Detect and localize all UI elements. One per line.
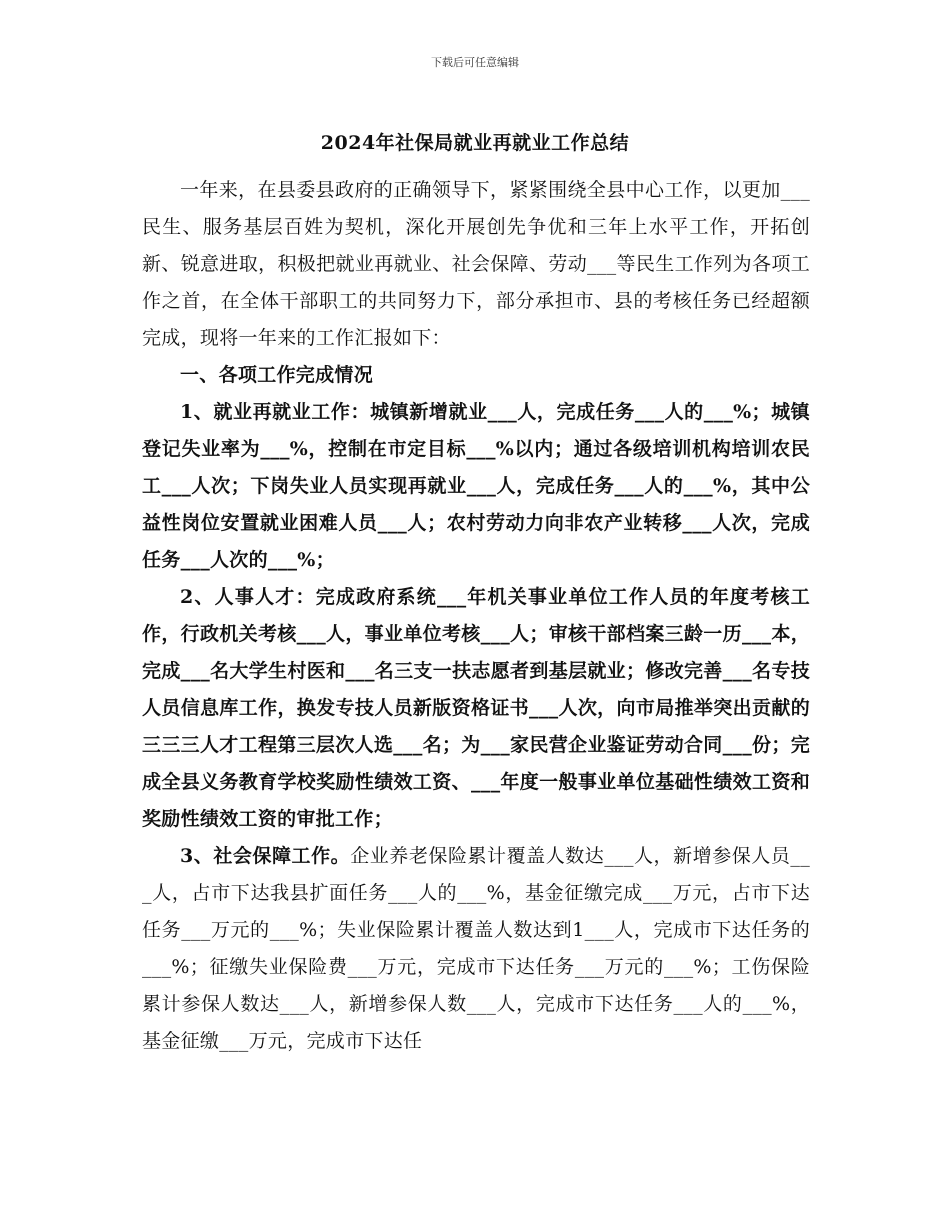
item-social-security-lead: 3、社会保障工作。 — [180, 845, 351, 867]
item-employment: 1、就业再就业工作：城镇新增就业___人，完成任务___人的___%；城镇登记失业率为___%，控制在市定目标___%以内；通过各级培训机构培训农民工___人次；下岗失业人员实现再就业___人，完成任务___人的___%，其中公益性岗位安置就业困难人员___人；农村劳动力向非农产业转移___人次，完成任务___人次的___%； — [142, 401, 810, 571]
document-body — [142, 172, 810, 1060]
page-header: 下载后可任意编辑 — [431, 56, 519, 69]
item-personnel: 2、人事人才：完成政府系统___年机关事业单位工作人员的年度考核工作，行政机关考核___人，事业单位考核___人；审核干部档案三龄一历___本，完成___名大学生村医和___名三支一扶志愿者到基层就业；修改完善___名专技人员信息库工作，换发专技人员新版资格证书___人次，向市局推举突出贡献的三三三人才工程第三层次人选___名；为___家民营企业鉴证劳动合同___份；完成全县义务教育学校奖励性绩效工资、___年度一般事业单位基础性绩效工资和奖励性绩效工资的审批工作； — [142, 586, 810, 830]
intro-paragraph: 一年来，在县委县政府的正确领导下，紧紧围绕全县中心工作，以更加___民生、服务基层百姓为契机，深化开展创先争优和三年上水平工作，开拓创新、锐意进取，积极把就业再就业、社会保障、劳动___等民生工作列为各项工作之首，在全体干部职工的共同努力下，部分承担市、县的考核任务已经超额完成，现将一年来的工作汇报如下： — [142, 179, 810, 349]
item-social-security — [142, 838, 810, 1060]
item-social-security-body: 企业养老保险累计覆盖人数达___人，新增参保人员___人，占市下达我县扩面任务___人的___%，基金征缴完成___万元，占市下达任务___万元的___%；失业保险累计覆盖人数达到1___人，完成市下达任务的___%；征缴失业保险费___万元，完成市下达任务___万元的___%；工伤保险累计参保人数达___人，新增参保人数___人，完成市下达任务___人的___%，基金征缴___万元，完成市下达任 — [142, 845, 810, 1052]
document-title: 2024年社保局就业再就业工作总结 — [320, 132, 630, 154]
section-heading: 一、各项工作完成情况 — [180, 364, 374, 386]
